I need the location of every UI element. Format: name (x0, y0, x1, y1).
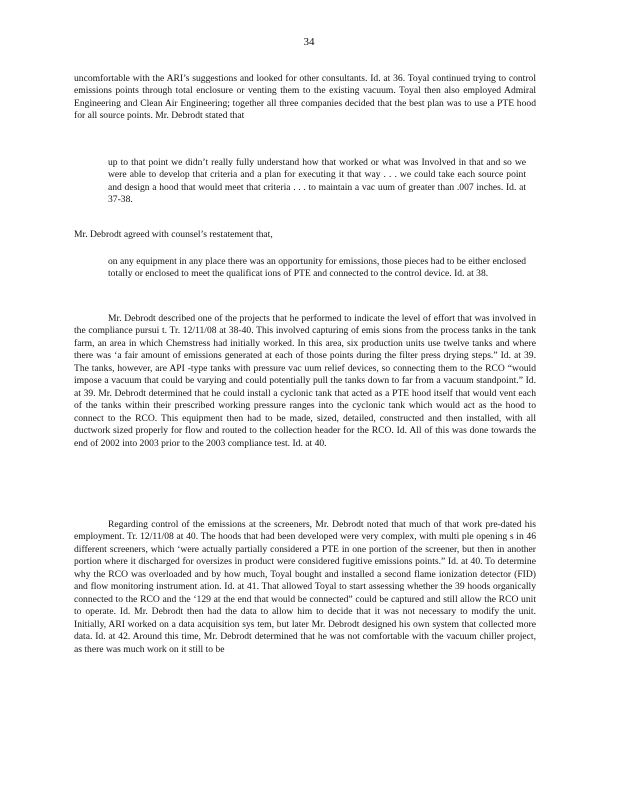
paragraph-consultants: uncomfortable with the ARI’s suggestions and looked for other consultants. Id. at 36. Toyal continued trying to control emissions points through total enclosure or venting them to the existing vacuum. Toyal then also employed Admiral Engineering and Clean Air Engineering; together all three companies decided that the best plan was to use a PTE hood for all source points. Mr. Debrodt stated that (74, 73, 536, 122)
page-number: 34 (303, 36, 315, 48)
paragraph-restatement: Mr. Debrodt agreed with counsel’s restatement that, (74, 229, 273, 240)
paragraph-tank-farm-project: Mr. Debrodt described one of the projects that he performed to indicate the level of effort that was involved in the compliance pursui t. Tr. 12/11/08 at 38-40. This involved capturing of emis sions from the process tanks in the tank farm, an area in which Chemstress had initially worked. In this area, six production units use twelve tanks and where there was ‘a fair amount of emissions generated at each of those points during the filter press drying steps.” Id. at 39. The tanks, however, are API -type tanks with pressure vac uum relief devices, so connecting them to the RCO “would impose a vacuum that could be varying and could potentially pull the tanks down to far from a vacuum standpoint.” Id. at 39. Mr. Debrodt determined that he could install a cyclonic tank that acted as a PTE hood itself that would vent each of the tanks within their prescribed working pressure ranges into the cyclonic tank which would act as the hood to connect to the RCO. This equipment then had to be made, sized, detailed, constructed and then installed, with all ductwork sized properly for flow and routed to the collection header for the RCO. Id. All of this was done towards the end of 2002 into 2003 prior to the 2003 compliance test. Id. at 40. (74, 313, 536, 449)
block-quote-criteria: up to that point we didn’t really fully understand how that worked or what was Involved in that and so we were able to develop that criteria and a plan for executing it that way . . . we could take each source point and design a hood that would meet that criteria . . . to maintain a vac uum of greater than .007 inches. Id. at 37-38. (108, 157, 526, 206)
block-quote-equipment: on any equipment in any place there was an opportunity for emissions, those pieces had to be either enclosed totally or enclosed to meet the qualificat ions of PTE and connected to the control device. Id. at 38. (108, 256, 527, 280)
paragraph-screeners: Regarding control of the emissions at the screeners, Mr. Debrodt noted that much of that work pre-dated his employment. Tr. 12/11/08 at 40. The hoods that had been developed were very complex, with multi ple opening s in 46 different screeners, which ‘were actually partially considered a PTE in one portion of the screener, but then in another portion where it discharged for oversizes in product were considered fugitive emissions points.” Id. at 40. To determine why the RCO was overloaded and by how much, Toyal bought and installed a second flame ionization detector (FID) and flow monitoring instrument ation. Id. at 41. That allowed Toyal to start assessing whether the 39 hoods organically connected to the RCO and the ‘129 at the end that would be connected” could be captured and still allow the RCO unit to operate. Id. Mr. Debrodt then had the data to allow him to decide that it was not necessary to modify the unit. Initially, ARI worked on a data acquisition sys tem, but later Mr. Debrodt designed his own system that collected more data. Id. at 42. Around this time, Mr. Debrodt determined that he was not comfortable with the vacuum chiller project, as there was much work on it still to be (74, 519, 536, 655)
